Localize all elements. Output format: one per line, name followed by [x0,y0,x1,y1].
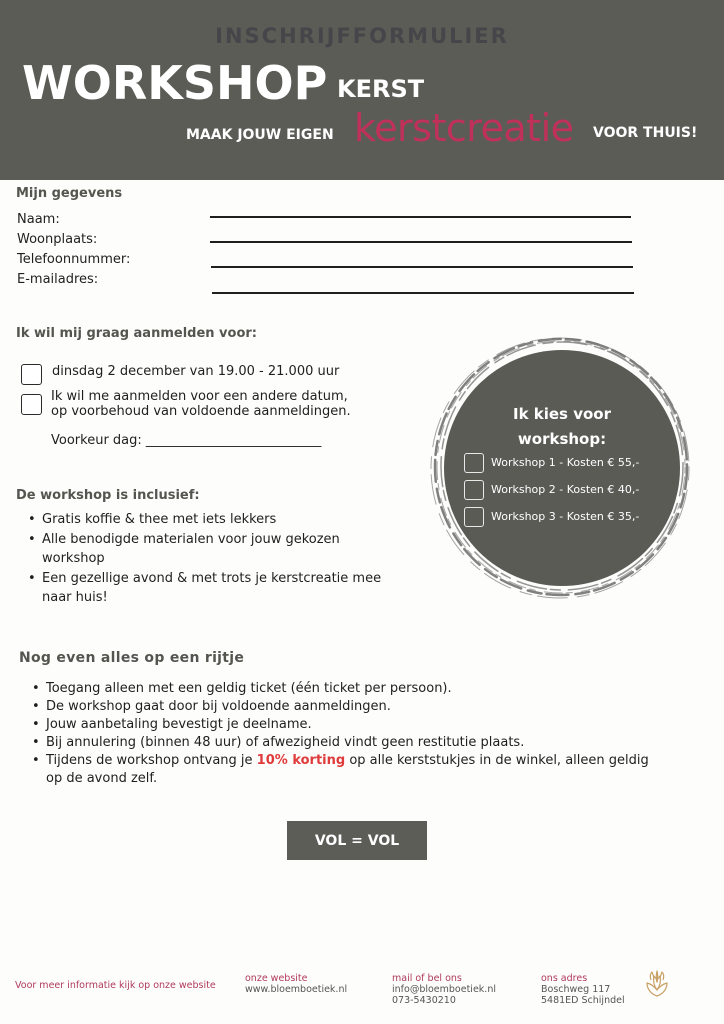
tagline-before: MAAK JOUW EIGEN [186,127,334,143]
preference-day-field[interactable]: Voorkeur dag: ___________________________ [51,433,322,448]
discount-highlight: 10% korting [256,753,346,768]
city-label: Woonplaats: [17,232,98,247]
footer-info: Voor meer informatie kijk op onze website [15,980,216,991]
footer-website [245,973,347,995]
workshop-2-checkbox[interactable] [464,480,484,500]
footer-address-head: ons adres [541,973,588,984]
details-title: Mijn gegevens [16,186,123,201]
email-field[interactable] [212,292,634,294]
summary-list [26,680,666,788]
list-item: • Jouw aanbetaling bevestigt je deelname. [26,716,666,734]
city-field[interactable] [210,241,632,243]
footer-address-street: Boschweg 117 [541,984,611,995]
list-item: • Toegang alleen met een geldig ticket (één ticket per persoon). [26,680,666,698]
discount-text-before: Tijdens de workshop ontvang je [46,753,257,768]
tagline-script: kerstcreatie [354,106,574,150]
form-label: INSCHRIJFFORMULIER [215,24,509,48]
workshop-3-label: Workshop 3 - Kosten € 35,- [491,510,640,523]
footer-email-link[interactable]: info@bloemboetiek.nl [392,984,496,995]
choice-title-line-2: workshop: [517,430,607,448]
phone-field[interactable] [211,266,633,268]
discount-text-after: op alle kerststukjes in de winkel, alleen geldig op de avond zelf. [46,753,649,786]
workshop-2-label: Workshop 2 - Kosten € 40,- [491,483,640,496]
footer-website-link[interactable]: www.bloemboetiek.nl [245,984,348,995]
footer-address [541,973,625,1006]
footer-contact-head: mail of bel ons [392,973,462,984]
choice-title [444,402,680,452]
list-item: • De workshop gaat door bij voldoende aanmeldingen. [26,698,666,716]
phone-label: Telefoonnummer: [17,252,131,267]
registration-title: Ik wil mij graag aanmelden voor: [16,326,258,341]
workshop-1-label: Workshop 1 - Kosten € 55,- [491,456,640,469]
footer-address-city: 5481ED Schijndel [541,995,625,1006]
summary-title: Nog even alles op een rijtje [19,650,245,666]
workshop-3-checkbox[interactable] [464,507,484,527]
list-item [26,752,666,788]
other-date-line-2: op voorbehoud van voldoende aanmeldingen. [51,404,351,419]
page-subtitle: KERST [337,75,425,103]
footer-phone: 073-5430210 [392,995,456,1006]
vol-is-vol-button[interactable]: VOL = VOL [287,821,427,860]
workshop-1-checkbox[interactable] [464,453,484,473]
list-item: • Een gezellige avond & met trots je kerstcreatie mee naar huis! [22,569,392,608]
page-title: WORKSHOP [22,56,328,110]
inclusive-list [22,510,392,608]
date-checkbox[interactable] [21,364,42,385]
tagline-after: VOOR THUIS! [593,125,698,141]
other-date-line-1: Ik wil me aanmelden voor een andere datum, [51,389,348,404]
list-item: • Alle benodigde materialen voor jouw gekozen workshop [22,530,392,569]
list-item: • Bij annulering (binnen 48 uur) of afwezigheid vindt geen restitutie plaats. [26,734,666,752]
inclusive-title: De workshop is inclusief: [16,488,200,503]
list-item: • Gratis koffie & thee met iets lekkers [22,510,392,530]
date-option: dinsdag 2 december van 19.00 - 21.000 uur [52,364,340,379]
other-date-checkbox[interactable] [21,394,42,415]
flower-logo-icon [642,968,672,1000]
name-label: Naam: [17,212,60,227]
email-label: E-mailadres: [17,272,99,287]
footer-contact [392,973,496,1006]
name-field[interactable] [210,216,631,218]
footer-website-head: onze website [245,973,308,984]
choice-title-line-1: Ik kies voor [512,405,611,423]
